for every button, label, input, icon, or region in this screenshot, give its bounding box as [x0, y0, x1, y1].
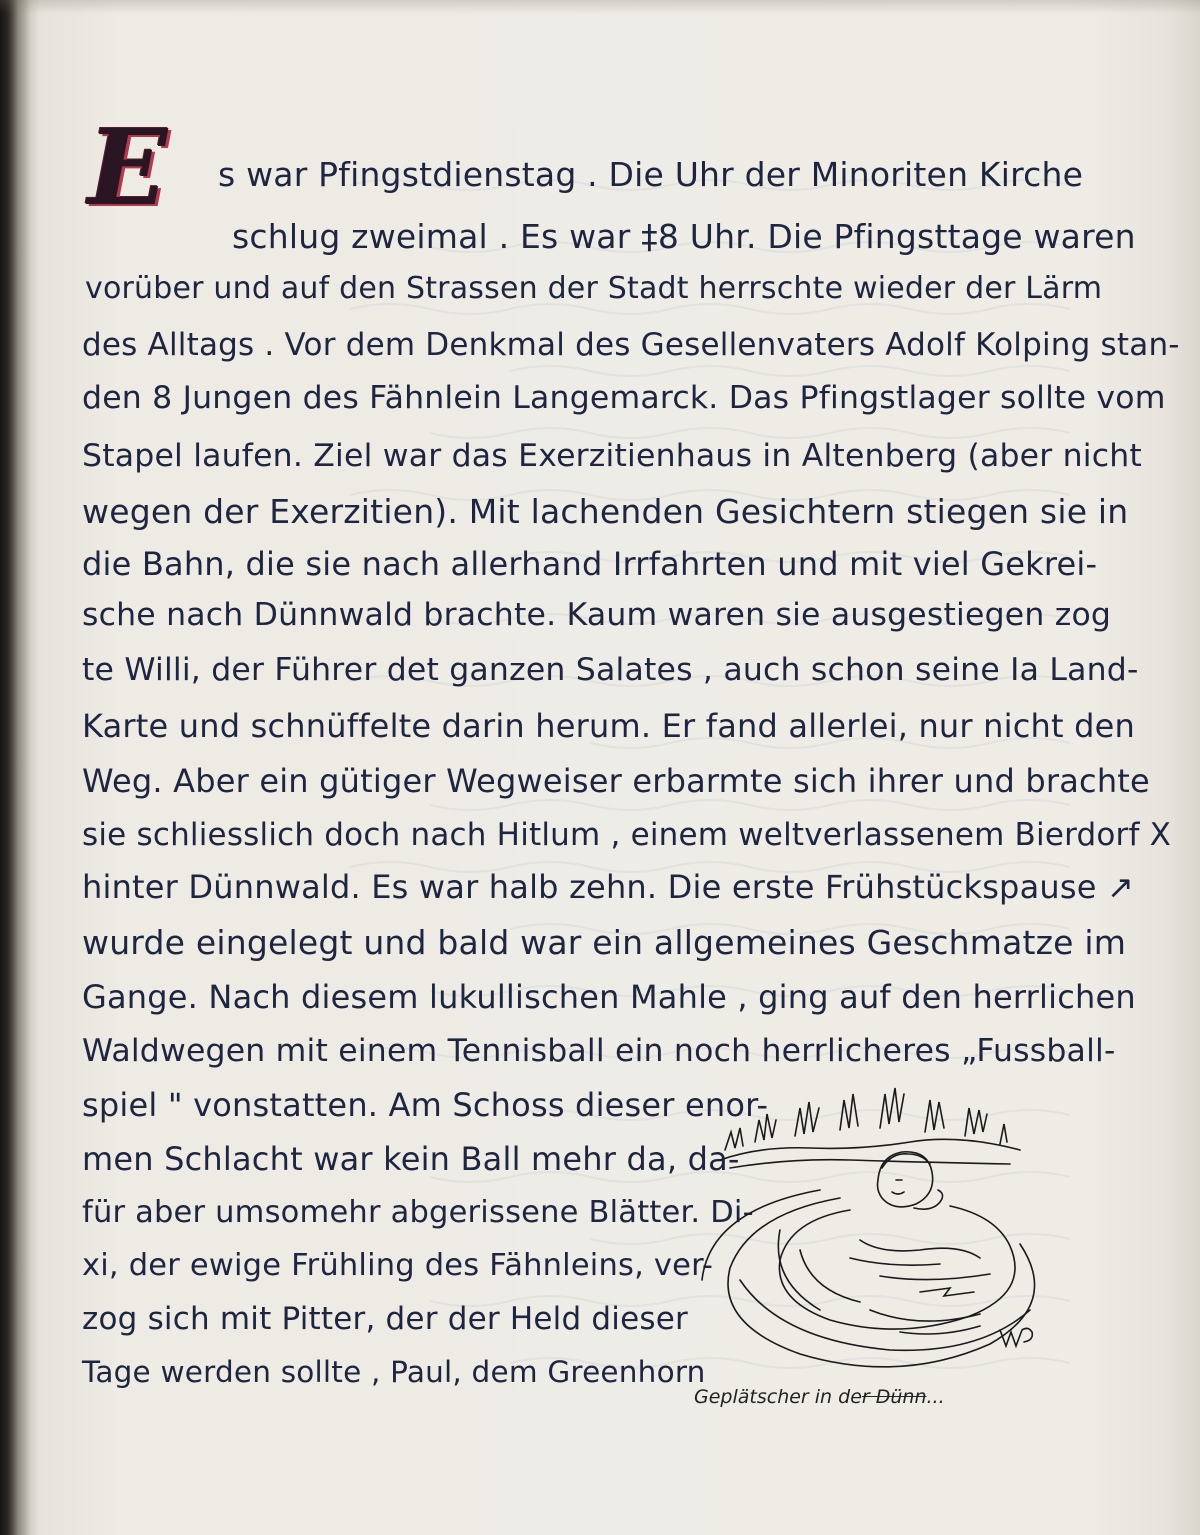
text-line-7: wegen der Exerzitien). Mit lachenden Gesichtern stiegen sie in: [82, 492, 1129, 531]
water-ripple: [702, 1190, 820, 1280]
signature: [1000, 1328, 1032, 1346]
text-line-9: sche nach Dünnwald brachte. Kaum waren sie ausgestiegen zog: [82, 597, 1112, 633]
text-line-2: schlug zweimal . Es war ‡8 Uhr. Die Pfingsttage waren: [232, 217, 1136, 256]
water-ripple: [728, 1198, 1035, 1367]
water-ripple: [779, 1206, 1015, 1329]
text-line-18: spiel " vonstatten. Am Schoss dieser enor-: [82, 1086, 769, 1124]
reed-stroke: [925, 1100, 944, 1132]
reed-stroke: [880, 1088, 904, 1128]
water-ripple: [778, 1230, 820, 1310]
reed-stroke: [840, 1094, 858, 1130]
water-ripple: [870, 1310, 980, 1321]
text-line-6: Stapel laufen. Ziel war das Exerzitienhaus in Altenberg (aber nicht: [82, 438, 1142, 474]
text-line-8: die Bahn, die sie nach allerhand Irrfahrten und mit viel Gekrei-: [82, 545, 1098, 583]
reed-stroke: [725, 1128, 743, 1150]
text-line-23: Tage werden sollte , Paul, dem Greenhorn: [82, 1355, 706, 1389]
text-line-4: des Alltags . Vor dem Denkmal des Gesellenvaters Adolf Kolping stan-: [82, 327, 1180, 363]
text-line-20: für aber umsomehr abgerissene Blätter. Di-: [82, 1195, 754, 1230]
water-ripple: [900, 1326, 980, 1334]
text-line-10: te Willi, der Führer det ganzen Salates , auch schon seine Ia Land-: [82, 652, 1139, 688]
shore-line: [720, 1139, 1020, 1160]
caption-struck-text: r Dünn: [861, 1386, 927, 1408]
binding-shadow: [0, 0, 30, 1535]
decorated-initial-letter: E: [88, 106, 168, 229]
text-line-16: Gange. Nach diesem lukullischen Mahle , ging auf den herrlichen: [82, 978, 1136, 1016]
reed-stroke: [795, 1102, 819, 1136]
water-ripple: [920, 1288, 974, 1296]
text-line-21: xi, der ewige Frühling des Fähnleins, ver-: [82, 1248, 714, 1283]
reed-stroke: [965, 1108, 987, 1136]
water-ripple: [860, 1240, 980, 1258]
top-shadow: [0, 0, 1200, 14]
reed-stroke: [755, 1114, 776, 1142]
text-line-12: Weg. Aber ein gütiger Wegweiser erbarmte sich ihrer und brachte: [82, 762, 1150, 800]
swimming-boy-sketch: [700, 1080, 1040, 1380]
boy-mouth: [892, 1192, 904, 1194]
caption-ellipsis: ...: [926, 1386, 945, 1408]
text-line-17: Waldwegen mit einem Tennisball ein noch herrlicheres „Fussball-: [82, 1033, 1116, 1069]
text-line-19: men Schlacht war kein Ball mehr da, da-: [82, 1140, 740, 1178]
shore-line: [730, 1160, 1010, 1168]
water-ripple: [880, 1274, 990, 1280]
text-line-3: vorüber und auf den Strassen der Stadt herrschte wieder der Lärm: [85, 271, 1103, 306]
text-line-14: hinter Dünnwald. Es war halb zehn. Die erste Frühstückspause ↗: [82, 868, 1135, 906]
reed-stroke: [1000, 1124, 1007, 1144]
caption-text: Geplätscher in de: [694, 1386, 862, 1408]
water-ripple: [850, 1258, 940, 1265]
sketch-caption: [694, 1386, 945, 1408]
text-line-22: zog sich mit Pitter, der der Held dieser: [82, 1301, 688, 1337]
text-line-11: Karte und schnüffelte darin herum. Er fand allerlei, nur nicht den: [82, 707, 1135, 745]
text-line-15: wurde eingelegt und bald war ein allgemeines Geschmatze im: [82, 923, 1127, 962]
text-line-5: den 8 Jungen des Fähnlein Langemarck. Das Pfingstlager sollte vom: [82, 380, 1166, 416]
text-line-13: sie schliesslich doch nach Hitlum , einem weltverlassenem Bierdorf X: [82, 817, 1172, 853]
boy-head: [878, 1152, 933, 1207]
text-line-1: s war Pfingstdienstag . Die Uhr der Minoriten Kirche: [218, 155, 1084, 194]
